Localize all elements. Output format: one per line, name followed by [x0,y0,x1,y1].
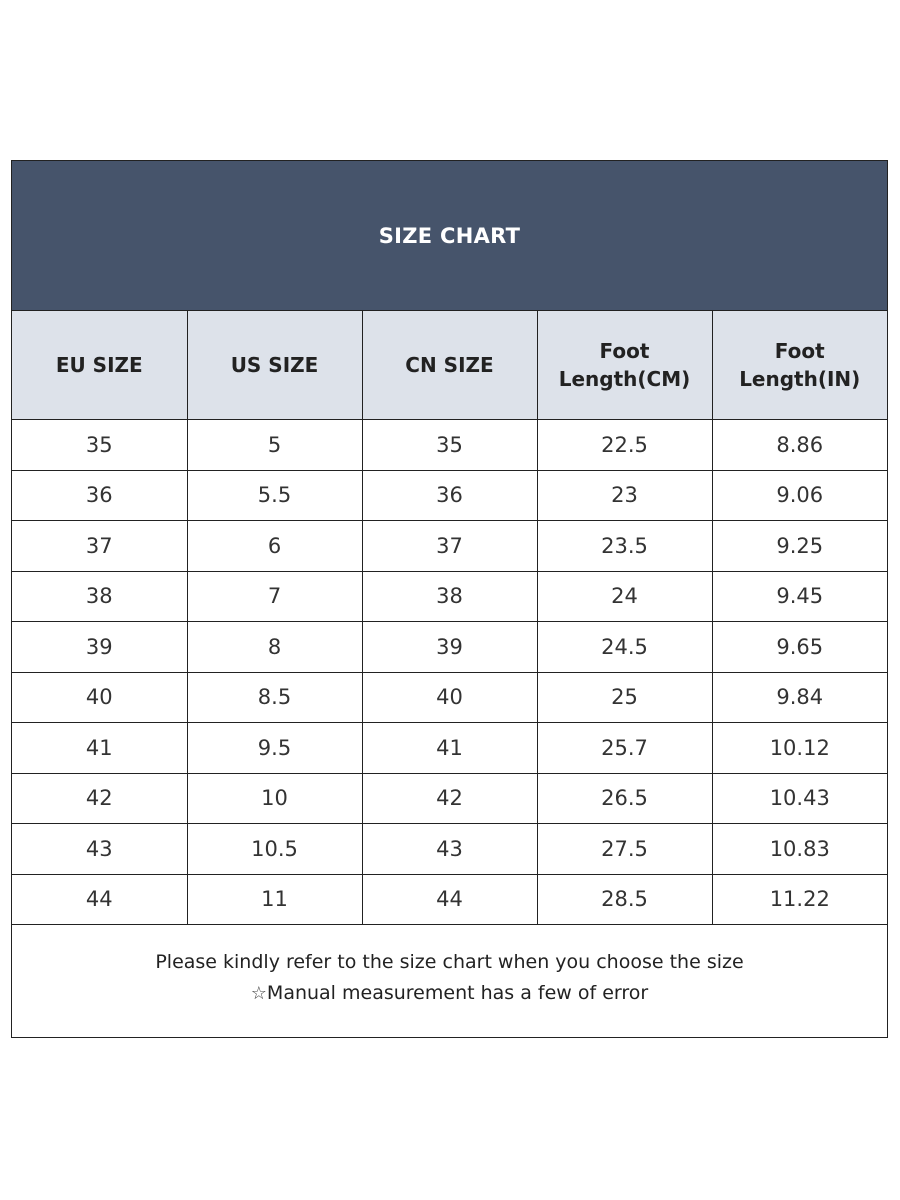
foot-length-in-cell: 10.12 [712,723,887,774]
table-row [12,672,887,723]
eu-size-cell: 40 [12,672,187,723]
eu-size-cell: 37 [12,521,187,572]
cn-size-cell: 40 [362,672,537,723]
eu-size-cell: 44 [12,874,187,925]
cn-size-cell: 43 [362,824,537,875]
eu-size-cell: 36 [12,470,187,521]
eu-size-cell: 43 [12,824,187,875]
eu-size-cell: 42 [12,773,187,824]
table-row [12,521,887,572]
column-header-foot-length-cm: Foot Length(CM) [537,311,712,420]
us-size-cell: 10.5 [187,824,362,875]
foot-length-in-cell: 9.65 [712,622,887,673]
table-row [12,773,887,824]
column-header-foot-length-in: Foot Length(IN) [712,311,887,420]
table-row [12,622,887,673]
eu-size-cell: 38 [12,571,187,622]
eu-size-cell: 39 [12,622,187,673]
us-size-cell: 8.5 [187,672,362,723]
table-row [12,470,887,521]
footer-line-2-text: Manual measurement has a few of error [266,982,649,1004]
column-header-us-size: US SIZE [187,311,362,420]
eu-size-cell: 35 [12,420,187,471]
us-size-cell: 5 [187,420,362,471]
eu-size-cell: 41 [12,723,187,774]
size-chart [11,160,888,1038]
table-row [12,824,887,875]
column-header-cn-size: CN SIZE [362,311,537,420]
foot-length-in-cell: 9.25 [712,521,887,572]
chart-title: SIZE CHART [378,223,521,248]
us-size-cell: 5.5 [187,470,362,521]
foot-length-in-cell: 10.43 [712,773,887,824]
us-size-cell: 11 [187,874,362,925]
us-size-cell: 9.5 [187,723,362,774]
cn-size-cell: 44 [362,874,537,925]
cn-size-cell: 35 [362,420,537,471]
cn-size-cell: 38 [362,571,537,622]
foot-length-cm-cell: 27.5 [537,824,712,875]
cn-size-cell: 39 [362,622,537,673]
star-icon: ☆ [250,983,267,1004]
foot-length-cm-cell: 23.5 [537,521,712,572]
table-row [12,571,887,622]
footer-line-1: Please kindly refer to the size chart when you choose the size [155,951,744,973]
header-row [12,311,887,420]
foot-length-cm-cell: 24.5 [537,622,712,673]
us-size-cell: 10 [187,773,362,824]
table-row [12,723,887,774]
foot-length-in-cell: 9.06 [712,470,887,521]
foot-length-cm-cell: 28.5 [537,874,712,925]
cn-size-cell: 42 [362,773,537,824]
foot-length-cm-cell: 26.5 [537,773,712,824]
foot-length-in-cell: 8.86 [712,420,887,471]
foot-length-cm-cell: 22.5 [537,420,712,471]
footer-note [12,925,887,1031]
title-band [12,161,887,311]
foot-length-in-cell: 11.22 [712,874,887,925]
foot-length-cm-cell: 25 [537,672,712,723]
table-body [12,420,887,925]
us-size-cell: 7 [187,571,362,622]
foot-length-cm-cell: 24 [537,571,712,622]
us-size-cell: 8 [187,622,362,673]
size-table [12,311,887,925]
foot-length-cm-cell: 23 [537,470,712,521]
foot-length-in-cell: 9.45 [712,571,887,622]
us-size-cell: 6 [187,521,362,572]
column-header-eu-size: EU SIZE [12,311,187,420]
foot-length-cm-cell: 25.7 [537,723,712,774]
table-row [12,420,887,471]
table-row [12,874,887,925]
foot-length-in-cell: 10.83 [712,824,887,875]
cn-size-cell: 41 [362,723,537,774]
cn-size-cell: 37 [362,521,537,572]
footer-line-2 [251,978,648,1009]
foot-length-in-cell: 9.84 [712,672,887,723]
cn-size-cell: 36 [362,470,537,521]
